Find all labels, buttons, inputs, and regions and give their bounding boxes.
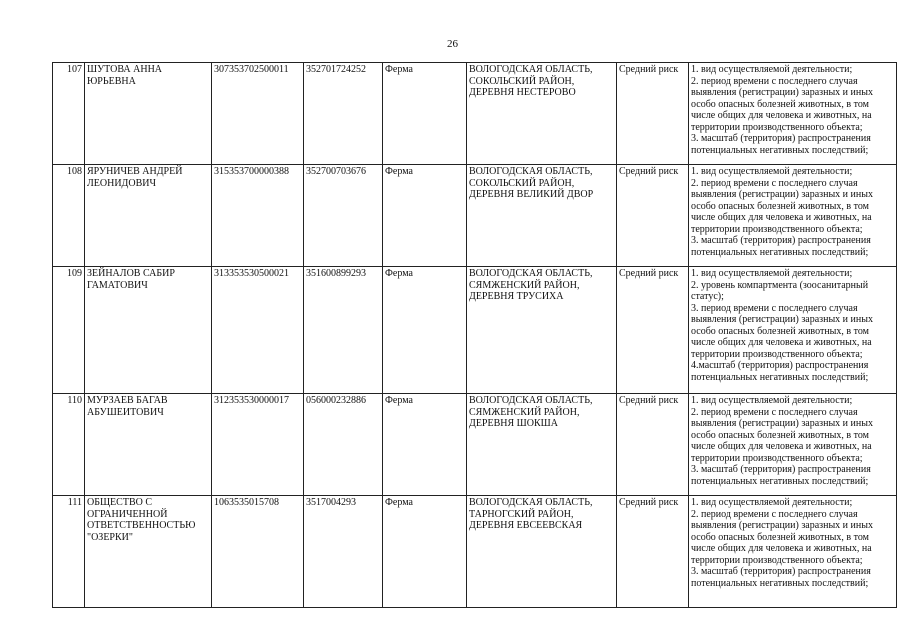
inn-value: 351600899293 — [304, 267, 383, 394]
criteria-line: особо опасных болезней животных, в том — [691, 98, 869, 110]
criteria-line: 3. масштаб (территория) распространения — [691, 133, 871, 144]
registry-table — [52, 62, 897, 608]
entity-name: МУРЗАЕВ БАГАВ АБУШЕИТОВИЧ — [85, 394, 212, 496]
criteria-line: 2. период времени с последнего случая — [691, 406, 858, 418]
criteria-line: выявления (регистрации) заразных и иных — [691, 189, 873, 200]
criteria-line: территории производственного объекта; — [691, 452, 863, 464]
criteria-line: территории производственного объекта; — [691, 223, 863, 235]
risk-criteria — [689, 496, 897, 608]
criteria-line: 4.масштаб (территория) распространения — [691, 360, 869, 371]
criteria-line: 2. период времени с последнего случая — [691, 177, 858, 189]
criteria-line: 3. масштаб (территория) распространения — [691, 235, 871, 246]
criteria-line: числе общих для человека и животных, на — [691, 212, 872, 223]
criteria-line: особо опасных болезней животных, в том — [691, 200, 869, 212]
criteria-line: особо опасных болезней животных, в том — [691, 531, 869, 543]
ogrn-value: 313353530500021 — [212, 267, 304, 394]
criteria-line: статус); — [691, 291, 724, 302]
risk-category: Средний риск — [617, 394, 689, 496]
risk-criteria — [689, 267, 897, 394]
criteria-line: выявления (регистрации) заразных и иных — [691, 520, 873, 531]
criteria-line: территории производственного объекта; — [691, 554, 863, 566]
table-row — [53, 165, 897, 267]
inn-value: 056000232886 — [304, 394, 383, 496]
ogrn-value: 1063535015708 — [212, 496, 304, 608]
criteria-line: территории производственного объекта; — [691, 121, 863, 133]
criteria-line: потенциальных негативных последствий; — [691, 577, 869, 589]
risk-category: Средний риск — [617, 165, 689, 267]
ogrn-value: 315353700000388 — [212, 165, 304, 267]
inn-value: 352700703676 — [304, 165, 383, 267]
criteria-line: числе общих для человека и животных, на — [691, 543, 872, 554]
entity-name: ШУТОВА АННА ЮРЬЕВНА — [85, 63, 212, 165]
criteria-line: 2. уровень компартмента (зоосанитарный — [691, 279, 869, 291]
risk-criteria — [689, 165, 897, 267]
criteria-line: 1. вид осуществляемой деятельности; — [691, 395, 853, 406]
entity-name: ОБЩЕСТВО С ОГРАНИЧЕННОЙ ОТВЕТСТВЕННОСТЬЮ "ОЗЕРКИ" — [85, 496, 212, 608]
risk-criteria — [689, 63, 897, 165]
object-type: Ферма — [383, 63, 467, 165]
page-number: 26 — [447, 38, 458, 50]
row-number: 109 — [53, 267, 85, 394]
risk-criteria — [689, 394, 897, 496]
address: ВОЛОГОДСКАЯ ОБЛАСТЬ, СЯМЖЕНСКИЙ РАЙОН, ДЕРЕВНЯ ТРУСИХА — [467, 267, 617, 394]
object-type: Ферма — [383, 267, 467, 394]
table-row — [53, 63, 897, 165]
criteria-line: 1. вид осуществляемой деятельности; — [691, 64, 853, 75]
criteria-line: числе общих для человека и животных, на — [691, 337, 872, 348]
risk-category: Средний риск — [617, 63, 689, 165]
criteria-line: выявления (регистрации) заразных и иных — [691, 418, 873, 429]
criteria-line: числе общих для человека и животных, на — [691, 441, 872, 452]
ogrn-value: 312353530000017 — [212, 394, 304, 496]
row-number: 107 — [53, 63, 85, 165]
row-number: 110 — [53, 394, 85, 496]
row-number: 111 — [53, 496, 85, 608]
criteria-line: 2. период времени с последнего случая — [691, 75, 858, 87]
address: ВОЛОГОДСКАЯ ОБЛАСТЬ, СЯМЖЕНСКИЙ РАЙОН, ДЕРЕВНЯ ШОКША — [467, 394, 617, 496]
object-type: Ферма — [383, 394, 467, 496]
criteria-line: 1. вид осуществляемой деятельности; — [691, 166, 853, 177]
criteria-line: 1. вид осуществляемой деятельности; — [691, 268, 853, 279]
inn-value: 352701724252 — [304, 63, 383, 165]
criteria-line: потенциальных негативных последствий; — [691, 371, 869, 383]
criteria-line: особо опасных болезней животных, в том — [691, 325, 869, 337]
risk-category: Средний риск — [617, 496, 689, 608]
table-row — [53, 496, 897, 608]
criteria-line: особо опасных болезней животных, в том — [691, 429, 869, 441]
inn-value: 3517004293 — [304, 496, 383, 608]
entity-name: ЗЕЙНАЛОВ САБИР ГАМАТОВИЧ — [85, 267, 212, 394]
risk-category: Средний риск — [617, 267, 689, 394]
criteria-line: потенциальных негативных последствий; — [691, 246, 869, 258]
criteria-line: 1. вид осуществляемой деятельности; — [691, 497, 853, 508]
criteria-line: числе общих для человека и животных, на — [691, 110, 872, 121]
address: ВОЛОГОДСКАЯ ОБЛАСТЬ, СОКОЛЬСКИЙ РАЙОН, ДЕРЕВНЯ НЕСТЕРОВО — [467, 63, 617, 165]
object-type: Ферма — [383, 496, 467, 608]
table-row — [53, 394, 897, 496]
address: ВОЛОГОДСКАЯ ОБЛАСТЬ, СОКОЛЬСКИЙ РАЙОН, ДЕРЕВНЯ ВЕЛИКИЙ ДВОР — [467, 165, 617, 267]
table-row — [53, 267, 897, 394]
row-number: 108 — [53, 165, 85, 267]
criteria-line: 2. период времени с последнего случая — [691, 508, 858, 520]
criteria-line: 3. масштаб (территория) распространения — [691, 566, 871, 577]
object-type: Ферма — [383, 165, 467, 267]
ogrn-value: 307353702500011 — [212, 63, 304, 165]
criteria-line: потенциальных негативных последствий; — [691, 144, 869, 156]
criteria-line: выявления (регистрации) заразных и иных — [691, 314, 873, 325]
address: ВОЛОГОДСКАЯ ОБЛАСТЬ, ТАРНОГСКИЙ РАЙОН, ДЕРЕВНЯ ЕВСЕЕВСКАЯ — [467, 496, 617, 608]
criteria-line: выявления (регистрации) заразных и иных — [691, 87, 873, 98]
entity-name: ЯРУНИЧЕВ АНДРЕЙ ЛЕОНИДОВИЧ — [85, 165, 212, 267]
criteria-line: территории производственного объекта; — [691, 348, 863, 360]
criteria-line: 3. масштаб (территория) распространения — [691, 464, 871, 475]
criteria-line: 3. период времени с последнего случая — [691, 302, 858, 314]
criteria-line: потенциальных негативных последствий; — [691, 475, 869, 487]
